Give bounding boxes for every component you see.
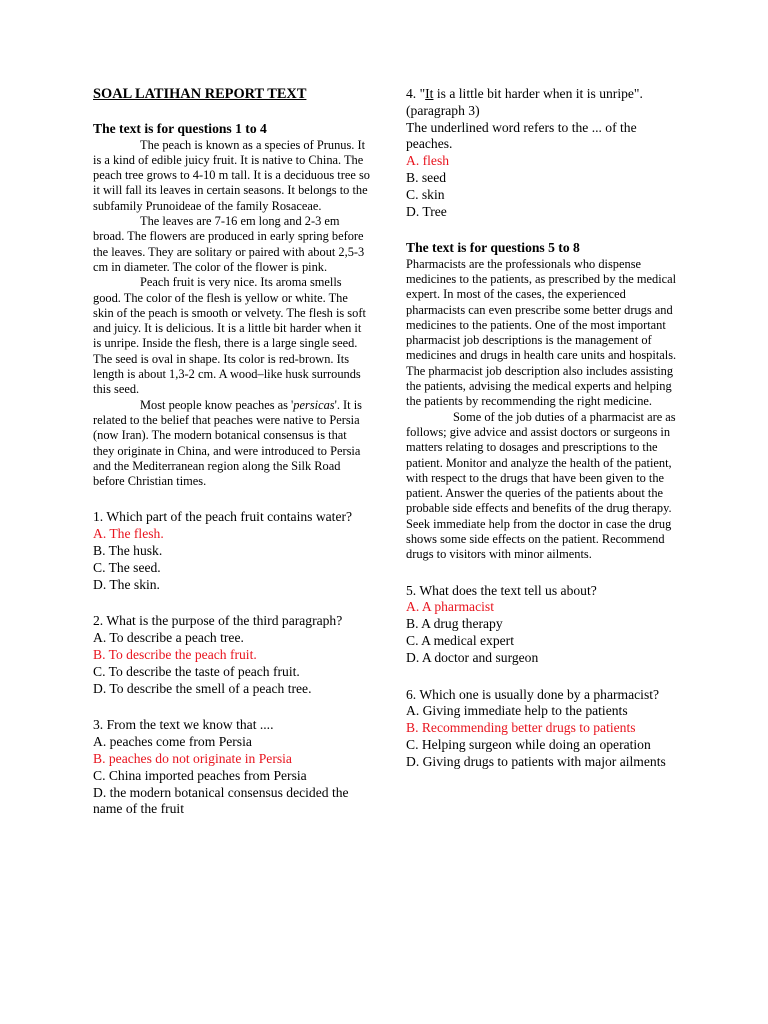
document-title: SOAL LATIHAN REPORT TEXT: [93, 86, 307, 102]
section-heading-2: The text is for questions 5 to 8: [406, 240, 580, 256]
passage-paragraph: Some of the job duties of a pharmacist are as follows; give advice and assist doctors or surgeons in matters relating to dosages and prescriptions to the patient. Monitor and analyze the health of the patient, with respect to the drugs that have been given to the patient. Answer the queries of the patients about the probable side effects and benefits of the drug therapy. Seek immediate help from the doctor in case the drug shows some side effects on the patient. Recommend drugs to visitors with minor ailments.: [406, 409, 676, 562]
question-text: 5. What does the text tell us about?: [406, 582, 597, 598]
answer-option: B. peaches do not originate in Persia: [93, 750, 292, 766]
answer-option: D. To describe the smell of a peach tree.: [93, 680, 312, 696]
passage-2: [406, 240, 678, 562]
passage-paragraph: Peach fruit is very nice. Its aroma smells good. The color of the flesh is yellow or white. The skin of the peach is smooth or velvety. The flesh is soft and juicy. It is delicious. It is a little bit harder when it is unripe. Inside the flesh, there is a large single seed. The seed is oval in shape. Its color is red-brown. Its length is about 1,3-2 cm. A wood–like husk surrounds this seed.: [93, 275, 366, 397]
answer-option: D. Giving drugs to patients with major ailments: [406, 753, 666, 769]
answer-option: D. Tree: [406, 203, 447, 219]
answer-option: D. The skin.: [93, 576, 160, 592]
answer-option: A. The flesh.: [93, 526, 164, 542]
question-text: [406, 86, 678, 120]
question-prefix: 4. ": [406, 86, 426, 101]
paragraph-text: Most people know peaches as ': [140, 397, 294, 412]
right-column: [406, 86, 678, 771]
question-text: 6. Which one is usually done by a pharmacist?: [406, 686, 660, 702]
left-column: [93, 86, 371, 818]
question-block-6: [406, 687, 678, 771]
answer-option: A. Giving immediate help to the patients: [406, 703, 628, 719]
question-text: 1. Which part of the peach fruit contains water?: [93, 509, 353, 525]
passage-paragraph: The leaves are 7-16 em long and 2-3 em broad. The flowers are produced in early spring before the leaves. They are solitary or paired with about 2,5-3 cm in diameter. The color of the flower is pink.: [93, 214, 365, 274]
question-block-4: [406, 86, 678, 220]
question-block-5: [406, 583, 678, 667]
paragraph-text: '. It is related to the belief that peaches were native to Persia (now Iran). The modern botanical consensus is that they originate in China, and were introduced to Persia and the Mediterranean region along the Silk Road before Christian times.: [93, 397, 362, 489]
answer-option: C. The seed.: [93, 559, 161, 575]
answer-option: B. The husk.: [93, 543, 163, 559]
answer-option: B. To describe the peach fruit.: [93, 647, 257, 662]
answer-option: B. A drug therapy: [406, 616, 503, 632]
answer-option: B. Recommending better drugs to patients: [406, 720, 636, 736]
passage-paragraph: [93, 398, 371, 490]
answer-option: C. A medical expert: [406, 633, 514, 649]
answer-option: A. flesh: [406, 153, 450, 169]
question-suffix: is a little bit harder when it is unripe". (paragraph 3): [406, 86, 643, 118]
question-block-1: [93, 509, 371, 593]
answer-option: A. peaches come from Persia: [93, 734, 252, 750]
answer-option: C. skin: [406, 186, 445, 202]
question-text: 2. What is the purpose of the third paragraph?: [93, 613, 343, 629]
italic-term: persicas: [293, 397, 335, 412]
answer-option: C. To describe the taste of peach fruit.: [93, 663, 300, 679]
question-block-2: [93, 613, 371, 697]
answer-option: C. Helping surgeon while doing an operation: [406, 737, 651, 752]
answer-option: A. To describe a peach tree.: [93, 630, 244, 646]
answer-option: A. A pharmacist: [406, 599, 494, 615]
section-heading-1: The text is for questions 1 to 4: [93, 121, 267, 137]
question-text: 3. From the text we know that ....: [93, 717, 274, 733]
underlined-word: It: [425, 86, 434, 101]
passage-paragraph: The peach is known as a species of Prunus. It is a kind of edible juicy fruit. It is native to China. The peach tree grows to 4-10 m tall. It is a deciduous tree so it will fall its leaves in certain seasons. It belongs to the subfamily Prunoideae of the family Rosaceae.: [93, 137, 370, 213]
answer-option: C. China imported peaches from Persia: [93, 767, 307, 783]
answer-option: D. A doctor and surgeon: [406, 649, 539, 665]
question-block-3: [93, 717, 371, 818]
answer-option: D. the modern botanical consensus decided the name of the fruit: [93, 784, 349, 817]
question-text: The underlined word refers to the ... of the peaches.: [406, 119, 637, 152]
answer-option: B. seed: [406, 169, 447, 185]
passage-paragraph: Pharmacists are the professionals who dispense medicines to the patients, as prescribed by the medical expert. In most of the cases, the experienced pharmacists can even prescribe some better drugs and medicines to the patients. One of the most important pharmacist job descriptions is the management of medicines and drugs in health care units and hospitals. The pharmacist job description also includes assisting the patients, advising the medical experts and helping the patients by recommending the right medicine.: [406, 256, 677, 409]
